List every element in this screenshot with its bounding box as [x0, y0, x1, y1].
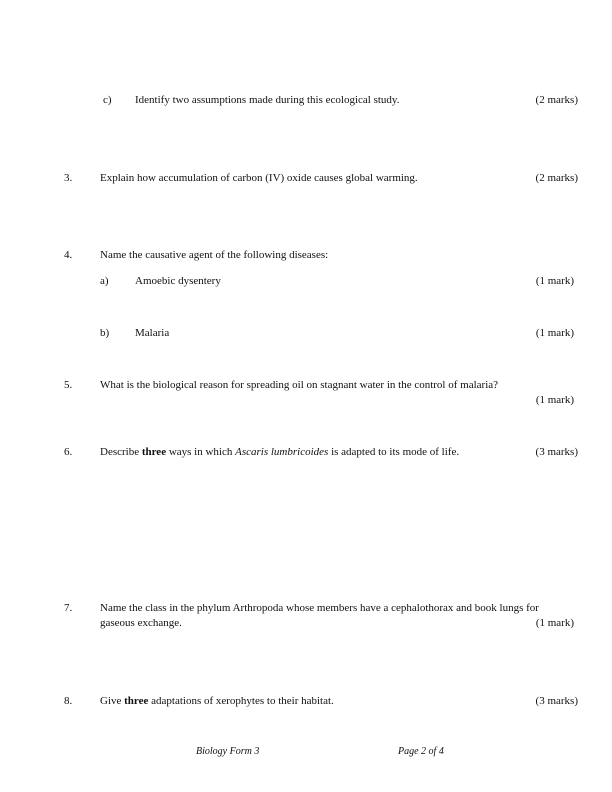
q8-number: 8.	[64, 695, 73, 707]
q7-marks: (1 mark)	[535, 617, 574, 629]
q6-number: 6.	[64, 446, 73, 458]
q5-text: What is the biological reason for spreading oil on stagnant water in the control of malaria?	[100, 379, 499, 391]
q3-number: 3.	[64, 172, 73, 184]
q5-number: 5.	[64, 379, 73, 391]
q7-text-line1: Name the class in the phylum Arthropoda whose members have a cephalothorax and book lungs for	[100, 602, 539, 614]
q6-text-middle: ways in which	[166, 446, 236, 458]
q2c-label: c)	[103, 94, 112, 106]
q2c-marks: (2 marks)	[535, 94, 578, 106]
q6-marks: (3 marks)	[535, 446, 578, 458]
q6-species-name: Ascaris lumbricoides	[235, 446, 329, 458]
q4-text: Name the causative agent of the following diseases:	[100, 249, 329, 261]
q3-marks: (2 marks)	[535, 172, 578, 184]
q8-text	[100, 694, 334, 708]
q5-marks: (1 mark)	[535, 394, 574, 406]
q2c-text: Identify two assumptions made during this ecological study.	[135, 94, 400, 106]
q6-bold-three: three	[141, 446, 167, 458]
q8-marks: (3 marks)	[535, 695, 578, 707]
q4a-label: a)	[100, 275, 109, 287]
footer-page-number: Page 2 of 4	[398, 746, 444, 757]
q4-number: 4.	[64, 249, 73, 261]
q8-text-before: Give	[100, 695, 125, 707]
q4b-label: b)	[100, 327, 110, 339]
footer-subject: Biology Form 3	[196, 746, 260, 757]
q6-text-before: Describe	[100, 446, 142, 458]
q4a-text: Amoebic dysentery	[135, 275, 221, 287]
q8-text-after: adaptations of xerophytes to their habitat.	[148, 695, 334, 707]
q4b-marks: (1 mark)	[535, 327, 574, 339]
q4a-marks: (1 mark)	[535, 275, 574, 287]
q6-text-after: is adapted to its mode of life.	[328, 446, 460, 458]
q7-text-line2: gaseous exchange.	[100, 617, 182, 629]
q7-number: 7.	[64, 602, 73, 614]
q4b-text: Malaria	[135, 327, 170, 339]
q3-text: Explain how accumulation of carbon (IV) oxide causes global warming.	[100, 172, 418, 184]
q6-text	[100, 445, 459, 459]
q8-bold-three: three	[124, 695, 149, 707]
